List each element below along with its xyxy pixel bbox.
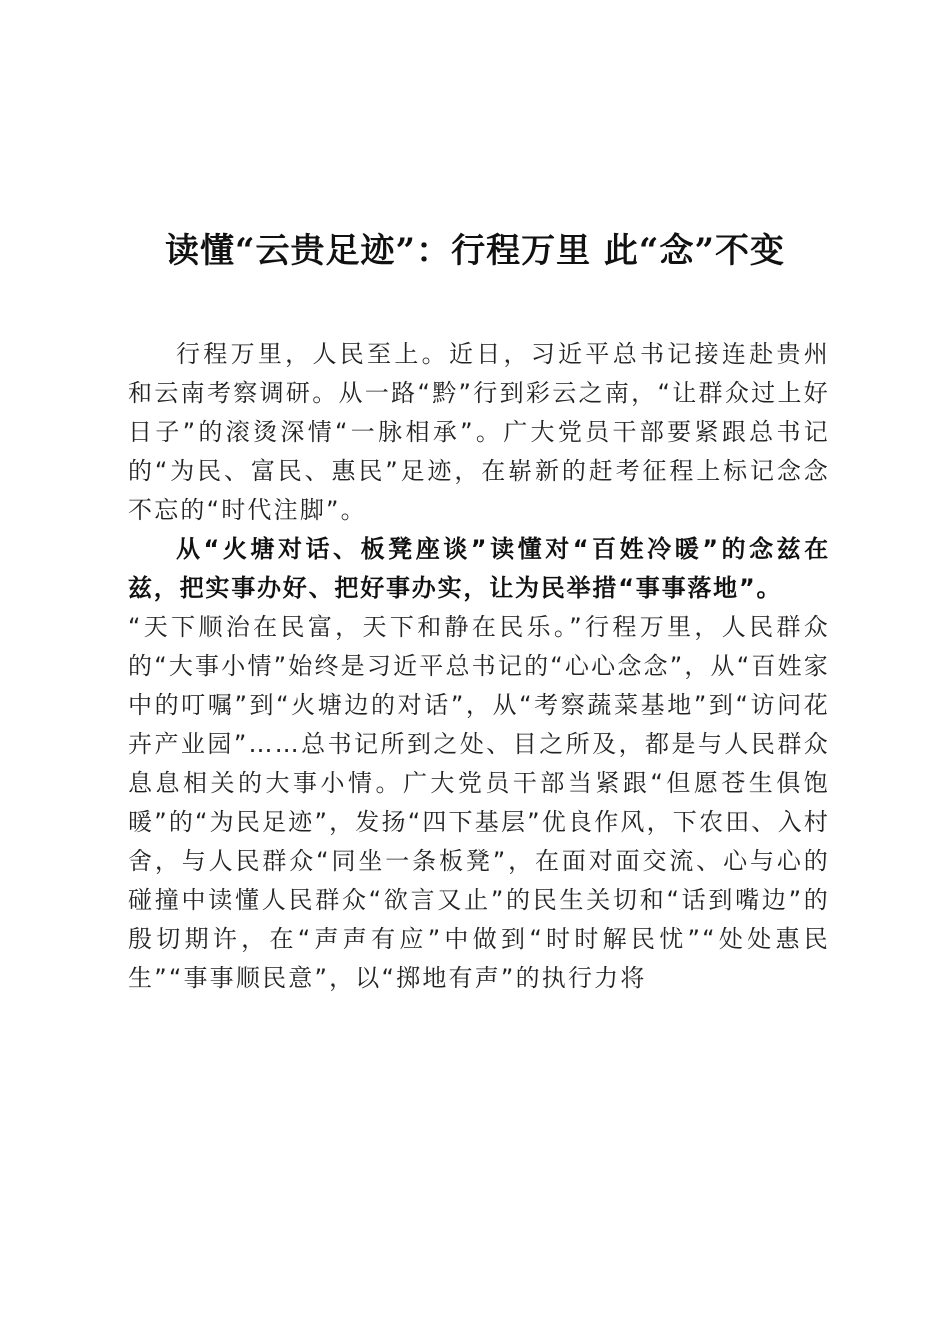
body-paragraph: “天下顺治在民富，天下和静在民乐。”行程万里，人民群众的“大事小情”始终是习近平总书记的“心心念念”，从“百姓家中的叮嘱”到“火塘边的对话”，从“考察蔬菜基地”到“访问花卉产业园”……总书记所到之处、目之所及，都是与人民群众息息相关的大事小情。广大党员干部当紧跟“但愿苍生俱饱暖”的“为民足迹”，发扬“四下基层”优良作风，下农田、入村舍，与人民群众“同坐一条板凳”，在面对面交流、心与心的碰撞中读懂人民群众“欲言又止”的民生关切和“话到嘴边”的殷切期许，在“声声有应”中做到“时时解民忧”“处处惠民生”“事事顺民意”，以“掷地有声”的执行力将: [128, 613, 830, 992]
section-heading-paragraph: 从“火塘对话、板凳座谈”读懂对“百姓冷暖”的念兹在兹，把实事办好、把好事办实，让为民举措“事事落地”。: [128, 535, 830, 602]
document-body: [128, 335, 830, 998]
document-title: 读懂“云贵足迹”：行程万里 此“念”不变: [164, 231, 786, 271]
intro-paragraph: 行程万里，人民至上。近日，习近平总书记接连赴贵州和云南考察调研。从一路“黔”行到彩云之南，“让群众过上好日子”的滚烫深情“一脉相承”。广大党员干部要紧跟总书记的“为民、富民、惠民”足迹，在崭新的赶考征程上标记念念不忘的“时代注脚”。: [128, 340, 830, 524]
